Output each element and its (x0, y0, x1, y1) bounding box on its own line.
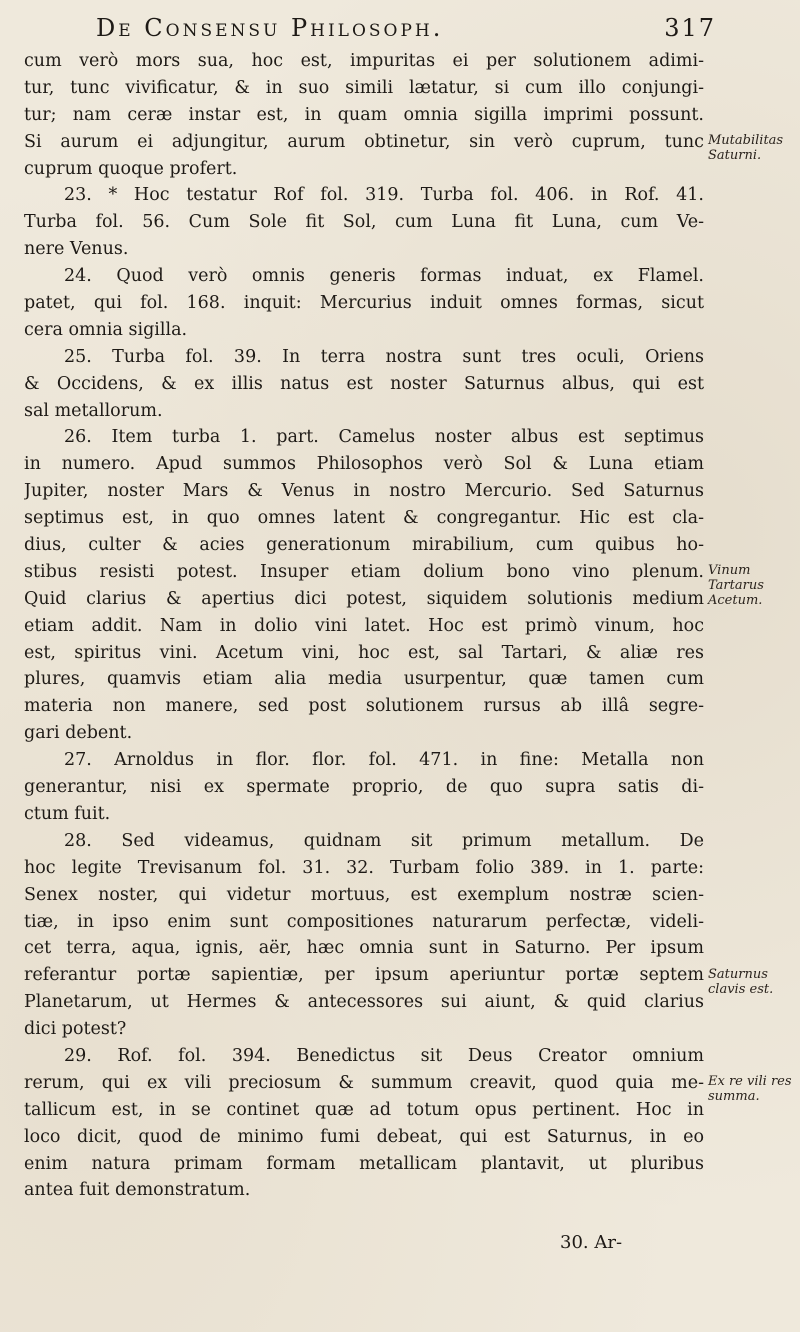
text-line: 29. Rof. fol. 394. Benedictus sit Deus Creator omnium (64, 1045, 704, 1066)
text-line: cum verò mors sua, hoc est, impuritas ei per solutionem adimi- (24, 51, 704, 71)
text-line: ctum fuit. (24, 803, 111, 824)
text-line: antea fuit demonstratum. (24, 1180, 251, 1201)
text-line: 26. Item turba 1. part. Camelus noster albus est septimus (64, 427, 704, 448)
text-line: generantur, nisi ex spermate proprio, de quo supra satis di- (24, 777, 704, 798)
text-line: 24. Quod verò omnis generis formas induat, ex Flamel. (64, 266, 704, 287)
text-line: cet terra, aqua, ignis, aër, hæc omnia sunt in Saturno. Per ipsum (24, 938, 704, 959)
text-line: cera omnia sigilla. (24, 319, 188, 340)
text-line: Jupiter, noster Mars & Venus in nostro Mercurio. Sed Saturnus (24, 481, 704, 502)
body-text (24, 48, 704, 1204)
text-line: gari debent. (24, 723, 133, 744)
text-line: & Occidens, & ex illis natus est noster Saturnus albus, qui est (24, 373, 704, 394)
text-line: etiam addit. Nam in dolio vini latet. Hoc est primò vinum, hoc (24, 615, 704, 636)
text-line: enim natura primam formam metallicam plantavit, ut pluribus (24, 1153, 704, 1174)
text-line: Turba fol. 56. Cum Sole fit Sol, cum Luna fit Luna, cum Ve- (24, 212, 704, 233)
text-line: referantur portæ sapientiæ, per ipsum aperiuntur portæ septem (24, 965, 704, 986)
text-line: Planetarum, ut Hermes & antecessores sui aiunt, & quid clarius (24, 992, 704, 1013)
text-line: rerum, qui ex vili preciosum & summum creavit, quod quia me- (24, 1072, 704, 1093)
marginal-note: Vinum Tartarus Acetum. (708, 563, 764, 609)
text-line: tur, tunc vivificatur, & in suo simili lætatur, si cum illo conjungi- (24, 77, 704, 98)
text-line: stibus resisti potest. Insuper etiam dolium bono vino plenum. (24, 561, 704, 582)
text-line: materia non manere, sed post solutionem rursus ab illâ segre- (24, 696, 704, 717)
text-line: septimus est, in quo omnes latent & congregantur. Hic est cla- (24, 508, 704, 529)
catchword: 30. Ar- (560, 1232, 623, 1253)
text-line: loco dicit, quod de minimo fumi debeat, qui est Saturnus, in eo (24, 1126, 704, 1147)
text-line: 27. Arnoldus in flor. flor. fol. 471. in fine: Metalla non (64, 750, 704, 771)
marginal-note: Saturnus clavis est. (708, 966, 774, 997)
text-line: 25. Turba fol. 39. In terra nostra sunt tres oculi, Oriens (64, 346, 704, 367)
text-line: Si aurum ei adjungitur, aurum obtinetur, sin verò cuprum, tunc (24, 131, 704, 152)
text-line: dici potest? (24, 1019, 127, 1040)
running-title: De Consensu Philosoph. (96, 14, 444, 42)
text-line: plures, quamvis etiam alia media usurpentur, quæ tamen cum (24, 669, 704, 690)
text-line: Senex noster, qui videtur mortuus, est exemplum nostræ scien- (24, 884, 704, 905)
text-line: Quid clarius & apertius dici potest, siquidem solutionis medium (24, 588, 704, 609)
text-line: dius, culter & acies generationum mirabilium, cum quibus ho- (24, 535, 704, 556)
page-number: 317 (664, 14, 716, 42)
text-line: cuprum quoque profert. (24, 158, 238, 179)
marginal-note: Mutabilitas Saturni. (708, 132, 784, 163)
text-line: nere Venus. (24, 239, 129, 260)
text-line: sal metallorum. (24, 400, 163, 421)
text-line: hoc legite Trevisanum fol. 31. 32. Turbam folio 389. in 1. parte: (24, 857, 704, 878)
text-line: in numero. Apud summos Philosophos verò Sol & Luna etiam (24, 454, 704, 475)
text-line: patet, qui fol. 168. inquit: Mercurius induit omnes formas, sicut (24, 293, 704, 314)
text-line: tur; nam ceræ instar est, in quam omnia sigilla imprimi possunt. (24, 104, 704, 125)
running-header (96, 14, 716, 42)
text-line: tiæ, in ipso enim sunt compositiones naturarum perfectæ, videli- (24, 911, 704, 932)
marginal-note: Ex re vili res summa. (708, 1074, 792, 1105)
text-line: est, spiritus vini. Acetum vini, hoc est, sal Tartari, & aliæ res (24, 642, 704, 663)
text-line: 23. * Hoc testatur Rof fol. 319. Turba fol. 406. in Rof. 41. (64, 185, 704, 206)
text-line: tallicum est, in se continet quæ ad totum opus pertinent. Hoc in (24, 1099, 704, 1120)
text-line: 28. Sed videamus, quidnam sit primum metallum. De (64, 830, 704, 851)
